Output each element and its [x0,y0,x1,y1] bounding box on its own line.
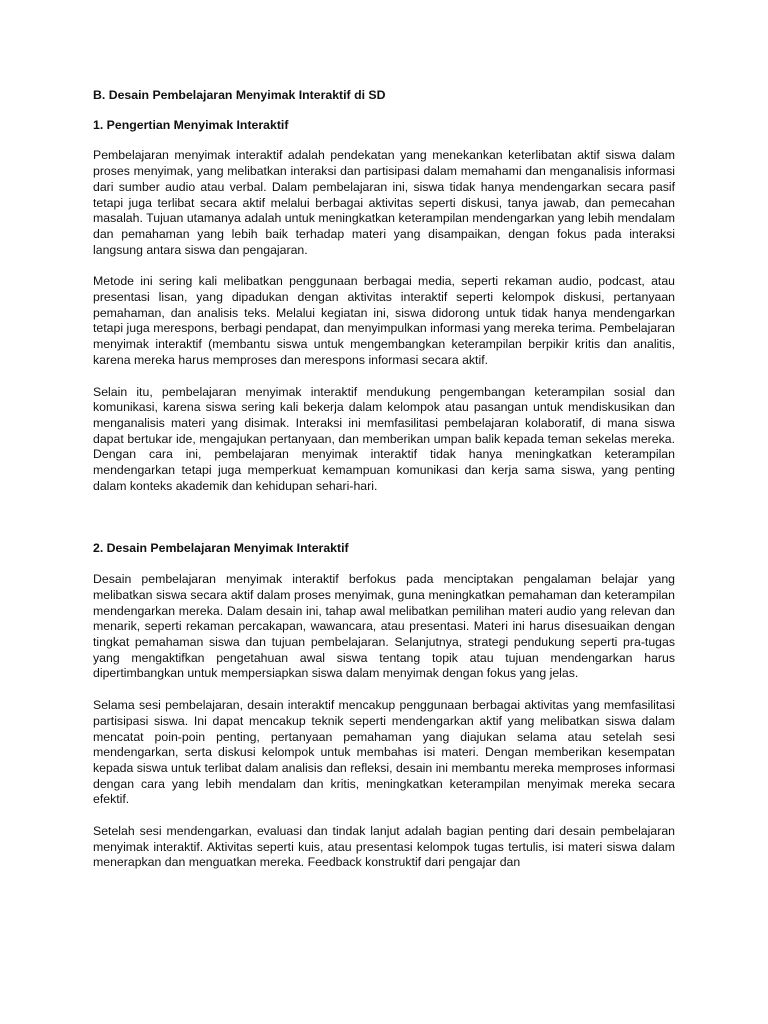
section-1-heading: 1. Pengertian Menyimak Interaktif [93,117,289,132]
section-2-paragraph-3: Setelah sesi mendengarkan, evaluasi dan tindak lanjut adalah bagian penting dari desain pembelajaran menyimak interaktif. Aktivitas seperti kuis, atau presentasi kelompok tugas tertulis, isi materi siswa dalam menerapkan dan menguatkan mereka. Feedback konstruktif dari pengajar dan [93,824,675,870]
section-2-paragraph-2: Selama sesi pembelajaran, desain interaktif mencakup penggunaan berbagai aktivitas yang memfasilitasi partisipasi siswa. Ini dapat mencakup teknik seperti mendengarkan aktif yang melibatkan siswa dalam mencatat poin-poin penting, pertanyaan pemahaman yang diajukan selama atau setelah sesi mendengarkan, serta diskusi kelompok untuk membahas isi materi. Dengan memberikan kesempatan kepada siswa untuk terlibat dalam analisis dan refleksi, desain ini membantu mereka memproses informasi dengan cara yang lebih mendalam dan kritis, meningkatkan keterampilan menyimak mereka secara efektif. [93,698,675,807]
section-1-paragraph-1: Pembelajaran menyimak interaktif adalah pendekatan yang menekankan keterlibatan aktif siswa dalam proses menyimak, yang melibatkan interaksi dan partisipasi dalam memahami dan menganalisis informasi dari sumber audio atau verbal. Dalam pembelajaran ini, siswa tidak hanya mendengarkan secara pasif tetapi juga terlibat secara aktif melalui berbagai aktivitas seperti diskusi, tanya jawab, dan pemecahan masalah. Tujuan utamanya adalah untuk meningkatkan keterampilan mendengarkan yang lebih mendalam dan pemahaman yang lebih baik terhadap materi yang disampaikan, dengan fokus pada interaksi langsung antara siswa dan pengajaran. [93,148,675,257]
document-title: B. Desain Pembelajaran Menyimak Interaktif di SD [93,88,386,102]
section-2-paragraph-1: Desain pembelajaran menyimak interaktif berfokus pada menciptakan pengalaman belajar yang melibatkan siswa secara aktif dalam proses menyimak, guna meningkatkan pemahaman dan keterampilan mendengarkan mereka. Dalam desain ini, tahap awal melibatkan pemilihan materi audio yang relevan dan menarik, seperti rekaman percakapan, wawancara, atau presentasi. Materi ini harus disesuaikan dengan tingkat pemahaman siswa dan tujuan pembelajaran. Selanjutnya, strategi pendukung seperti pra-tugas yang mengaktifkan pengetahuan awal siswa tentang topik atau tujuan mendengarkan harus dipertimbangkan untuk mempersiapkan siswa dalam menyimak dengan fokus yang jelas. [93,572,675,681]
section-2-heading: 2. Desain Pembelajaran Menyimak Interaktif [93,541,349,556]
section-1-paragraph-2: Metode ini sering kali melibatkan penggunaan berbagai media, seperti rekaman audio, podcast, atau presentasi lisan, yang dipadukan dengan aktivitas interaktif seperti kelompok diskusi, pertanyaan pemahaman, dan analisis teks. Melalui kegiatan ini, siswa didorong untuk tidak hanya mendengarkan tetapi juga merespons, berbagi pendapat, dan menyimpulkan informasi yang mereka terima. Pembelajaran menyimak interaktif (membantu siswa untuk mengembangkan keterampilan berpikir kritis dan analitis, karena mereka harus memproses dan merespons informasi secara aktif. [93,274,675,367]
section-1-paragraph-3: Selain itu, pembelajaran menyimak interaktif mendukung pengembangan keterampilan sosial dan komunikasi, karena siswa sering kali bekerja dalam kelompok atau pasangan untuk mendiskusikan dan menganalisis materi yang disimak. Interaksi ini memfasilitasi pembelajaran kolaboratif, di mana siswa dapat bertukar ide, mengajukan pertanyaan, dan memberikan umpan balik kepada teman sekelas mereka. Dengan cara ini, pembelajaran menyimak interaktif tidak hanya meningkatkan keterampilan mendengarkan tetapi juga memperkuat kemampuan komunikasi dan kerja sama siswa, yang penting dalam konteks akademik dan kehidupan sehari-hari. [93,384,675,493]
document-page [93,88,675,871]
